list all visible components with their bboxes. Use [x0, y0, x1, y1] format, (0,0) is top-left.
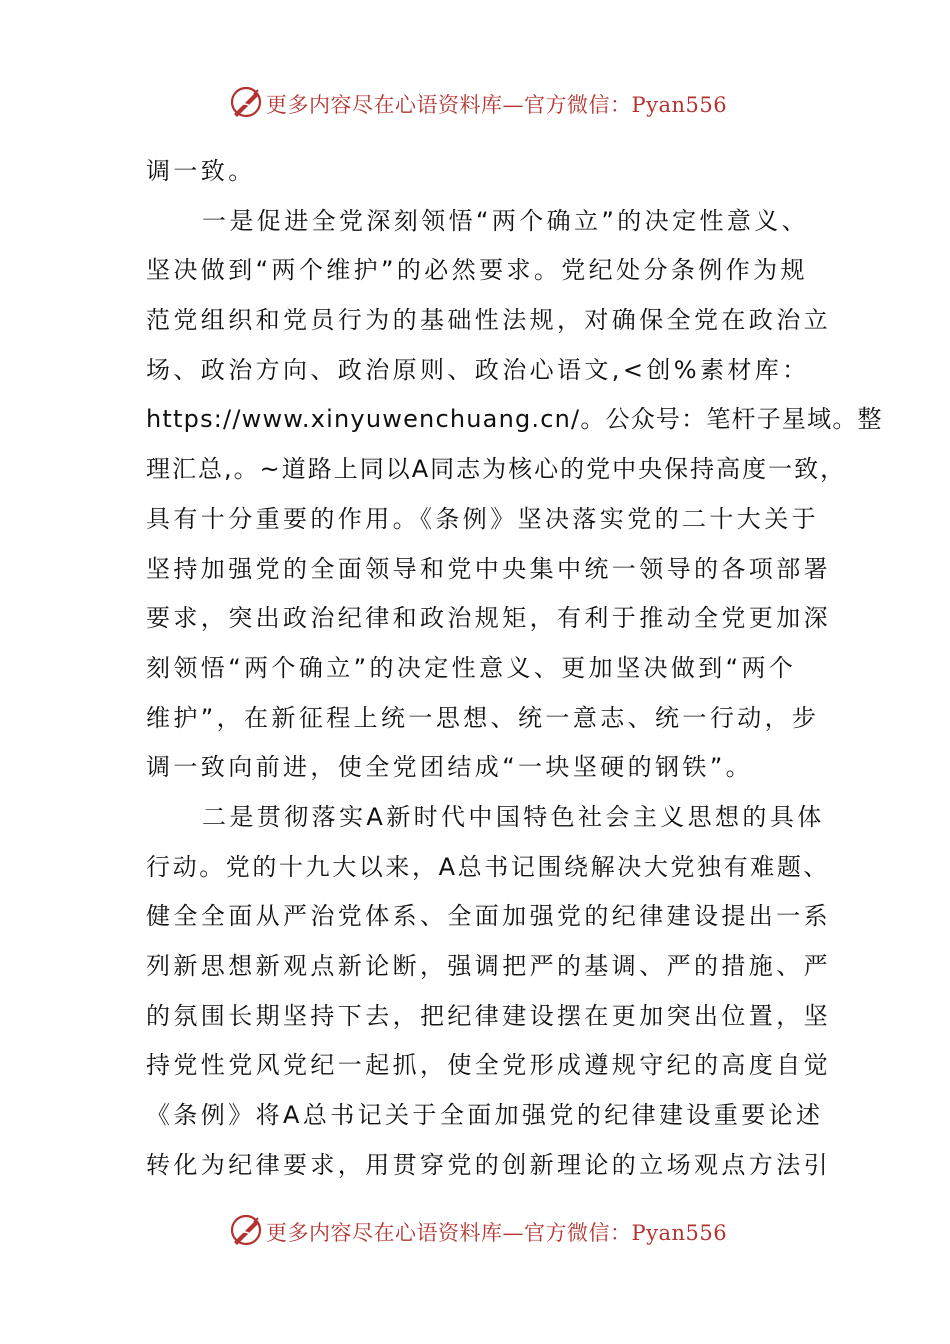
- pen-logo-icon: [228, 84, 264, 120]
- banner-text: 更多内容尽在心语资料库—官方微信：Pyan556: [266, 93, 728, 117]
- banner-text: 更多内容尽在心语资料库—官方微信：Pyan556: [266, 1221, 728, 1245]
- text-line: 列新思想新观点新论断，强调把严的基调、严的措施、严: [146, 952, 831, 980]
- pen-logo-icon: [228, 1212, 264, 1248]
- text-line: 场、政治方向、政治原则、政治心语文,<创%素材库：: [146, 355, 810, 384]
- text-line: 维护”，在新征程上统一思想、统一意志、统一行动，步: [146, 703, 820, 732]
- text-line: 一是促进全党深刻领悟“两个确立”的决定性意义、: [202, 206, 810, 235]
- text-line: 二是贯彻落实A新时代中国特色社会主义思想的具体: [202, 802, 825, 831]
- text-line: https://www.xinyuwenchuang.cn/。公众号：笔杆子星域。整: [146, 405, 883, 434]
- text-line: 调一致向前进，使全党团结成“一块坚硬的钢铁”。: [146, 753, 754, 782]
- text-line: 持党性党风党纪一起抓，使全党形成遵规守纪的高度自觉: [146, 1051, 831, 1080]
- text-line: 范党组织和党员行为的基础性法规，对确保全党在政治立: [146, 306, 831, 335]
- document-body: [146, 147, 883, 1190]
- text-line: 刻领悟“两个确立”的决定性意义、更加坚决做到“两个: [146, 653, 797, 682]
- text-line: 的氛围长期坚持下去，把纪律建设摆在更加突出位置，坚: [146, 1001, 831, 1030]
- header-banner: [0, 82, 950, 122]
- text-line: 具有十分重要的作用。《条例》坚决落实党的二十大关于: [146, 504, 819, 533]
- text-line: 健全全面从严治党体系、全面加强党的纪律建设提出一系: [146, 902, 831, 931]
- footer-banner: [0, 1210, 950, 1250]
- text-line: 行动。党的十九大以来，A总书记围绕解决大党独有难题、: [146, 852, 831, 881]
- text-line: 《条例》将A总书记关于全面加强党的纪律建设重要论述: [146, 1101, 824, 1130]
- text-line: 要求，突出政治纪律和政治规矩，有利于推动全党更加深: [146, 604, 831, 633]
- text-line: 调一致。: [146, 157, 256, 185]
- text-line: 转化为纪律要求，用贯穿党的创新理论的立场观点方法引: [146, 1150, 831, 1179]
- text-line: 坚持加强党的全面领导和党中央集中统一领导的各项部署: [146, 554, 831, 583]
- text-line: 坚决做到“两个维护”的必然要求。党纪处分条例作为规: [146, 256, 808, 285]
- text-line: 理汇总,。~道路上同以A同志为核心的党中央保持高度一致，: [146, 455, 847, 484]
